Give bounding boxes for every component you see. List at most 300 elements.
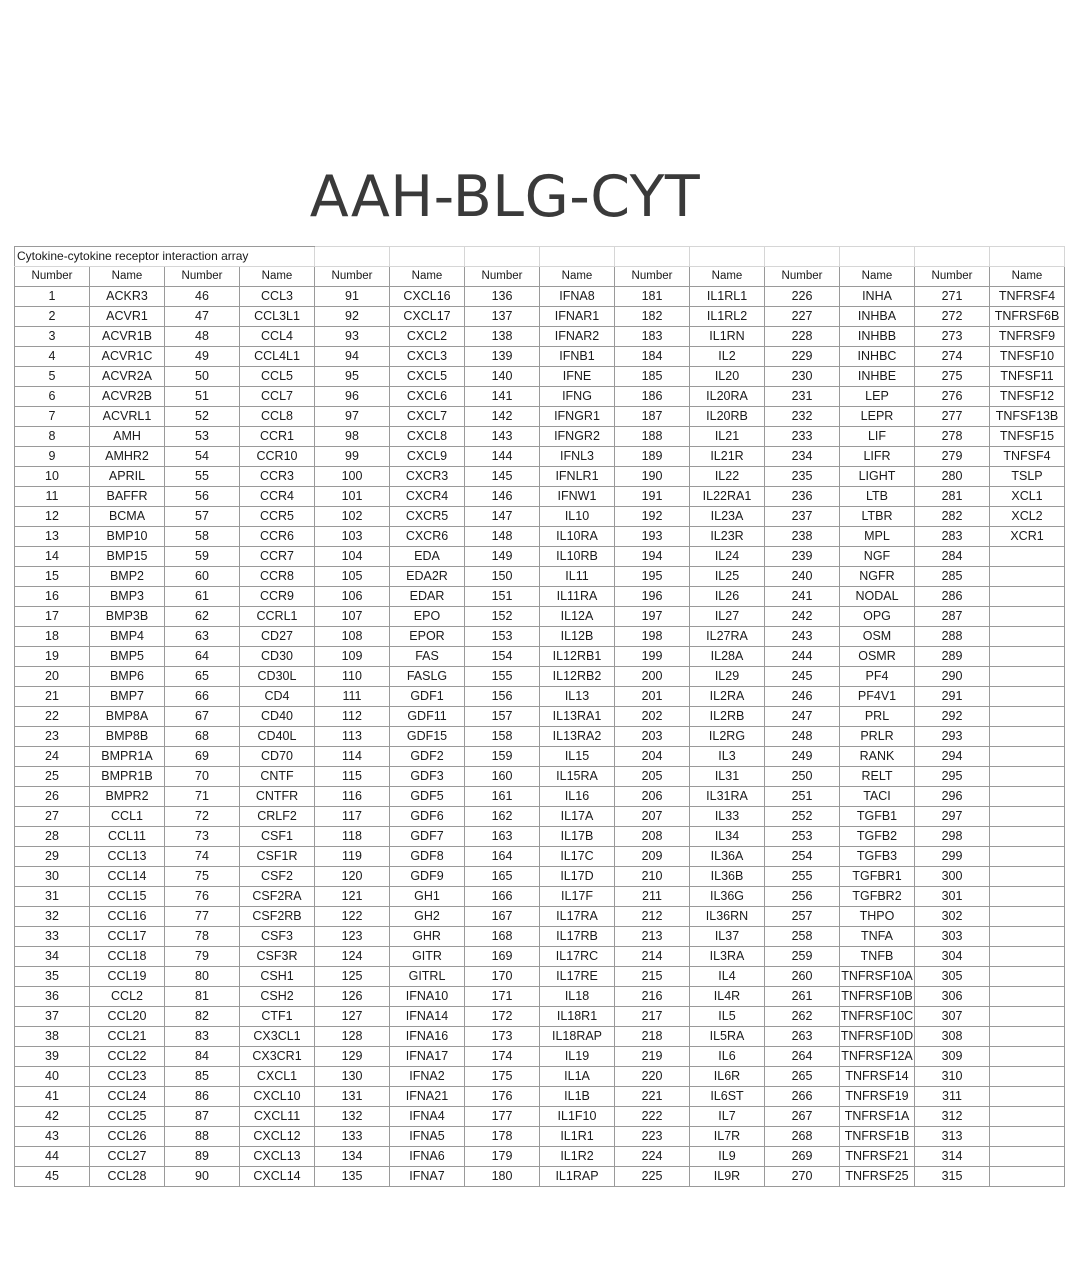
cell-name: EPO <box>390 607 465 627</box>
cell-name: IFNA5 <box>390 1127 465 1147</box>
cell-name: IL17RA <box>540 907 615 927</box>
cell-number: 40 <box>15 1067 90 1087</box>
cell-number: 249 <box>765 747 840 767</box>
cell-name: THPO <box>840 907 915 927</box>
cell-number: 67 <box>165 707 240 727</box>
cell-number: 259 <box>765 947 840 967</box>
cell-number: 227 <box>765 307 840 327</box>
cell-name <box>990 987 1065 1007</box>
cell-number: 310 <box>915 1067 990 1087</box>
cell-name: IL1B <box>540 1087 615 1107</box>
cell-number: 306 <box>915 987 990 1007</box>
cell-number: 54 <box>165 447 240 467</box>
cell-name: TNFRSF6B <box>990 307 1065 327</box>
cell-number: 53 <box>165 427 240 447</box>
cell-name: CCL18 <box>90 947 165 967</box>
cell-name: CD70 <box>240 747 315 767</box>
cell-name: CRLF2 <box>240 807 315 827</box>
table-row <box>15 567 1065 587</box>
cell-name: IL24 <box>690 547 765 567</box>
cell-name: OSM <box>840 627 915 647</box>
cell-name: TNFRSF12A <box>840 1047 915 1067</box>
cell-number: 237 <box>765 507 840 527</box>
cell-name <box>990 747 1065 767</box>
cell-name: IL13RA2 <box>540 727 615 747</box>
cell-name: CXCR6 <box>390 527 465 547</box>
cell-name <box>990 1027 1065 1047</box>
table-row <box>15 1147 1065 1167</box>
cell-number: 209 <box>615 847 690 867</box>
cell-number: 15 <box>15 567 90 587</box>
cell-name: IL7R <box>690 1127 765 1147</box>
cell-number: 4 <box>15 347 90 367</box>
table-row <box>15 747 1065 767</box>
cell-number: 187 <box>615 407 690 427</box>
cell-name: CCL8 <box>240 407 315 427</box>
cell-number: 90 <box>165 1167 240 1187</box>
cell-number: 88 <box>165 1127 240 1147</box>
table-row <box>15 867 1065 887</box>
table-row <box>15 387 1065 407</box>
cell-number: 159 <box>465 747 540 767</box>
cell-number: 42 <box>15 1107 90 1127</box>
cell-number: 179 <box>465 1147 540 1167</box>
cell-number: 29 <box>15 847 90 867</box>
column-header-name: Name <box>840 267 915 287</box>
table-row <box>15 367 1065 387</box>
cell-number: 24 <box>15 747 90 767</box>
column-header-number: Number <box>165 267 240 287</box>
cell-name: CXCL6 <box>390 387 465 407</box>
cell-name: IL17A <box>540 807 615 827</box>
cell-number: 236 <box>765 487 840 507</box>
cell-name: ACKR3 <box>90 287 165 307</box>
cell-number: 143 <box>465 427 540 447</box>
cell-name: BMP8B <box>90 727 165 747</box>
cell-name: CCL25 <box>90 1107 165 1127</box>
cell-name <box>990 787 1065 807</box>
cell-name: CD40 <box>240 707 315 727</box>
cell-name <box>990 927 1065 947</box>
cell-name: IL27RA <box>690 627 765 647</box>
cell-name: TACI <box>840 787 915 807</box>
cell-name: IL10RB <box>540 547 615 567</box>
cell-number: 125 <box>315 967 390 987</box>
cell-name: CCR1 <box>240 427 315 447</box>
cell-number: 173 <box>465 1027 540 1047</box>
column-header-name: Name <box>90 267 165 287</box>
cell-name: CNTFR <box>240 787 315 807</box>
cell-number: 151 <box>465 587 540 607</box>
cell-name: CXCL3 <box>390 347 465 367</box>
cell-name: IL2RB <box>690 707 765 727</box>
cell-name: CCL20 <box>90 1007 165 1027</box>
cell-name: GDF1 <box>390 687 465 707</box>
cell-name: CCL1 <box>90 807 165 827</box>
cell-number: 86 <box>165 1087 240 1107</box>
cell-number: 21 <box>15 687 90 707</box>
cell-name: EDAR <box>390 587 465 607</box>
table-row <box>15 527 1065 547</box>
cell-number: 293 <box>915 727 990 747</box>
cell-name: APRIL <box>90 467 165 487</box>
table-row <box>15 947 1065 967</box>
cell-name: IL7 <box>690 1107 765 1127</box>
cell-number: 250 <box>765 767 840 787</box>
cell-number: 217 <box>615 1007 690 1027</box>
cell-name: IL11 <box>540 567 615 587</box>
cell-number: 89 <box>165 1147 240 1167</box>
cell-number: 154 <box>465 647 540 667</box>
cell-number: 297 <box>915 807 990 827</box>
cell-name <box>990 1127 1065 1147</box>
cell-name: CCRL1 <box>240 607 315 627</box>
cell-number: 269 <box>765 1147 840 1167</box>
cell-number: 102 <box>315 507 390 527</box>
cell-name: IFNGR2 <box>540 427 615 447</box>
cell-name: CCL27 <box>90 1147 165 1167</box>
cell-name: TGFB2 <box>840 827 915 847</box>
cell-number: 176 <box>465 1087 540 1107</box>
cell-number: 202 <box>615 707 690 727</box>
cell-number: 113 <box>315 727 390 747</box>
cell-number: 191 <box>615 487 690 507</box>
cell-name: IFNA17 <box>390 1047 465 1067</box>
cell-number: 315 <box>915 1167 990 1187</box>
cell-name: TNFSF10 <box>990 347 1065 367</box>
cell-number: 190 <box>615 467 690 487</box>
cell-name: ACVR1C <box>90 347 165 367</box>
cell-name: TNFSF12 <box>990 387 1065 407</box>
table-row <box>15 967 1065 987</box>
cell-name: CCL13 <box>90 847 165 867</box>
cell-name: BMP15 <box>90 547 165 567</box>
cell-number: 39 <box>15 1047 90 1067</box>
cell-name: IFNAR2 <box>540 327 615 347</box>
cell-name: FAS <box>390 647 465 667</box>
cell-number: 253 <box>765 827 840 847</box>
cell-name: BMPR1A <box>90 747 165 767</box>
cell-name: ACVR2B <box>90 387 165 407</box>
cell-name: IL33 <box>690 807 765 827</box>
cell-name <box>990 567 1065 587</box>
cell-name: PRLR <box>840 727 915 747</box>
cell-name: TNFRSF1B <box>840 1127 915 1147</box>
cell-number: 11 <box>15 487 90 507</box>
cell-number: 38 <box>15 1027 90 1047</box>
cell-number: 104 <box>315 547 390 567</box>
cell-name: PF4V1 <box>840 687 915 707</box>
cell-number: 16 <box>15 587 90 607</box>
cell-name: IL1RAP <box>540 1167 615 1187</box>
cell-name: IL2RA <box>690 687 765 707</box>
cell-number: 201 <box>615 687 690 707</box>
cell-name: XCL1 <box>990 487 1065 507</box>
cell-number: 109 <box>315 647 390 667</box>
cell-number: 132 <box>315 1107 390 1127</box>
table-row <box>15 647 1065 667</box>
table-row <box>15 687 1065 707</box>
cell-name: IL5RA <box>690 1027 765 1047</box>
cell-number: 166 <box>465 887 540 907</box>
cell-name: IFNE <box>540 367 615 387</box>
cell-number: 188 <box>615 427 690 447</box>
cell-name: IL23A <box>690 507 765 527</box>
cell-number: 280 <box>915 467 990 487</box>
cell-name: CNTF <box>240 767 315 787</box>
table-row <box>15 727 1065 747</box>
cell-number: 255 <box>765 867 840 887</box>
cell-name: CSH1 <box>240 967 315 987</box>
cell-number: 161 <box>465 787 540 807</box>
cell-name: GDF7 <box>390 827 465 847</box>
cell-number: 23 <box>15 727 90 747</box>
cell-number: 47 <box>165 307 240 327</box>
cell-number: 74 <box>165 847 240 867</box>
cell-number: 101 <box>315 487 390 507</box>
cell-number: 301 <box>915 887 990 907</box>
cell-number: 296 <box>915 787 990 807</box>
cell-name <box>990 767 1065 787</box>
table-row <box>15 347 1065 367</box>
cell-number: 228 <box>765 327 840 347</box>
cytokine-array-table <box>14 246 1065 1187</box>
cell-number: 80 <box>165 967 240 987</box>
cell-name: IL1RL2 <box>690 307 765 327</box>
cell-number: 277 <box>915 407 990 427</box>
cell-name <box>990 1007 1065 1027</box>
cell-number: 70 <box>165 767 240 787</box>
cell-number: 153 <box>465 627 540 647</box>
cell-name: IL15RA <box>540 767 615 787</box>
cell-name: CSF2 <box>240 867 315 887</box>
cell-name: TNFRSF14 <box>840 1067 915 1087</box>
cell-name <box>990 867 1065 887</box>
cell-number: 2 <box>15 307 90 327</box>
cell-name <box>990 847 1065 867</box>
cell-name: LEP <box>840 387 915 407</box>
cell-name: IFNL3 <box>540 447 615 467</box>
cell-name: IL19 <box>540 1047 615 1067</box>
cell-number: 186 <box>615 387 690 407</box>
cell-name: IL1A <box>540 1067 615 1087</box>
cell-name: PF4 <box>840 667 915 687</box>
cell-number: 287 <box>915 607 990 627</box>
cell-number: 258 <box>765 927 840 947</box>
cell-number: 235 <box>765 467 840 487</box>
cell-number: 94 <box>315 347 390 367</box>
cell-number: 305 <box>915 967 990 987</box>
table-row <box>15 847 1065 867</box>
table-row <box>15 547 1065 567</box>
cell-number: 299 <box>915 847 990 867</box>
cell-number: 30 <box>15 867 90 887</box>
cell-name: TNFRSF21 <box>840 1147 915 1167</box>
cell-number: 98 <box>315 427 390 447</box>
cell-name: IL12B <box>540 627 615 647</box>
cell-number: 290 <box>915 667 990 687</box>
cell-number: 92 <box>315 307 390 327</box>
cell-number: 64 <box>165 647 240 667</box>
cell-name: IL6R <box>690 1067 765 1087</box>
cell-name: LEPR <box>840 407 915 427</box>
cell-number: 183 <box>615 327 690 347</box>
cell-number: 168 <box>465 927 540 947</box>
cell-name: GH1 <box>390 887 465 907</box>
cell-name: CCL17 <box>90 927 165 947</box>
cell-name: IL2 <box>690 347 765 367</box>
cell-number: 25 <box>15 767 90 787</box>
cell-name: RANK <box>840 747 915 767</box>
cell-name <box>990 1167 1065 1187</box>
cell-name: GDF15 <box>390 727 465 747</box>
cell-number: 303 <box>915 927 990 947</box>
cell-number: 20 <box>15 667 90 687</box>
cell-name: CCL3 <box>240 287 315 307</box>
cell-name: IL13RA1 <box>540 707 615 727</box>
cell-number: 112 <box>315 707 390 727</box>
cell-number: 302 <box>915 907 990 927</box>
cell-number: 172 <box>465 1007 540 1027</box>
cell-name: TGFB1 <box>840 807 915 827</box>
cell-number: 148 <box>465 527 540 547</box>
cell-name: BMP5 <box>90 647 165 667</box>
cell-number: 197 <box>615 607 690 627</box>
cell-number: 7 <box>15 407 90 427</box>
cell-name: CD27 <box>240 627 315 647</box>
cell-name: CTF1 <box>240 1007 315 1027</box>
cell-name <box>990 727 1065 747</box>
cell-number: 97 <box>315 407 390 427</box>
cell-name: GDF5 <box>390 787 465 807</box>
cell-name: TNFRSF10D <box>840 1027 915 1047</box>
cell-number: 117 <box>315 807 390 827</box>
cell-number: 177 <box>465 1107 540 1127</box>
cell-number: 212 <box>615 907 690 927</box>
cell-name: IL15 <box>540 747 615 767</box>
cell-name: IL10RA <box>540 527 615 547</box>
cell-number: 35 <box>15 967 90 987</box>
cell-name: IL17D <box>540 867 615 887</box>
cell-name: IFNAR1 <box>540 307 615 327</box>
cell-name: CD40L <box>240 727 315 747</box>
cell-name: IL12A <box>540 607 615 627</box>
cell-name: CSF2RB <box>240 907 315 927</box>
cell-name: IL1F10 <box>540 1107 615 1127</box>
table-row <box>15 987 1065 1007</box>
cell-number: 31 <box>15 887 90 907</box>
cell-number: 311 <box>915 1087 990 1107</box>
cell-number: 57 <box>165 507 240 527</box>
cell-name: TNFRSF10B <box>840 987 915 1007</box>
cell-number: 206 <box>615 787 690 807</box>
cell-number: 87 <box>165 1107 240 1127</box>
cell-number: 13 <box>15 527 90 547</box>
cell-number: 32 <box>15 907 90 927</box>
cell-name: IL18R1 <box>540 1007 615 1027</box>
cell-number: 314 <box>915 1147 990 1167</box>
cell-number: 278 <box>915 427 990 447</box>
cell-name: CXCL16 <box>390 287 465 307</box>
cell-name: IL13 <box>540 687 615 707</box>
cell-name: IL29 <box>690 667 765 687</box>
table-row <box>15 487 1065 507</box>
cell-name: IL17B <box>540 827 615 847</box>
cell-number: 49 <box>165 347 240 367</box>
cell-name: IL3RA <box>690 947 765 967</box>
cell-number: 192 <box>615 507 690 527</box>
cell-name: OPG <box>840 607 915 627</box>
cell-name: IL5 <box>690 1007 765 1027</box>
cell-name <box>990 827 1065 847</box>
cell-name: EDA <box>390 547 465 567</box>
cell-name: IL4R <box>690 987 765 1007</box>
cell-name: IL36B <box>690 867 765 887</box>
cell-name <box>990 1047 1065 1067</box>
cell-number: 286 <box>915 587 990 607</box>
cell-name: GDF9 <box>390 867 465 887</box>
cell-number: 93 <box>315 327 390 347</box>
cell-number: 60 <box>165 567 240 587</box>
cell-number: 140 <box>465 367 540 387</box>
cell-name: IL23R <box>690 527 765 547</box>
column-header-number: Number <box>765 267 840 287</box>
cell-name: EPOR <box>390 627 465 647</box>
cell-number: 108 <box>315 627 390 647</box>
cell-number: 127 <box>315 1007 390 1027</box>
cell-name: IFNA14 <box>390 1007 465 1027</box>
cell-number: 162 <box>465 807 540 827</box>
cell-name: CSF1R <box>240 847 315 867</box>
cell-name: BMP7 <box>90 687 165 707</box>
cell-number: 199 <box>615 647 690 667</box>
cell-name: TNFSF13B <box>990 407 1065 427</box>
cell-name: CX3CR1 <box>240 1047 315 1067</box>
cell-number: 58 <box>165 527 240 547</box>
cell-name: CCR4 <box>240 487 315 507</box>
cell-number: 110 <box>315 667 390 687</box>
cell-name: CD30 <box>240 647 315 667</box>
cell-name: IL21R <box>690 447 765 467</box>
cell-name: IL17RE <box>540 967 615 987</box>
cell-name: CCR8 <box>240 567 315 587</box>
cell-name: TSLP <box>990 467 1065 487</box>
cell-name: IL6 <box>690 1047 765 1067</box>
cell-number: 281 <box>915 487 990 507</box>
cell-name: BMP3B <box>90 607 165 627</box>
cell-number: 272 <box>915 307 990 327</box>
column-header-name: Name <box>240 267 315 287</box>
column-header-number: Number <box>615 267 690 287</box>
cell-name: CXCL9 <box>390 447 465 467</box>
cell-name: BCMA <box>90 507 165 527</box>
cell-number: 61 <box>165 587 240 607</box>
cell-number: 264 <box>765 1047 840 1067</box>
cell-number: 50 <box>165 367 240 387</box>
cell-name: IFNA2 <box>390 1067 465 1087</box>
cell-name: CCR5 <box>240 507 315 527</box>
cell-name: CCL2 <box>90 987 165 1007</box>
cell-name <box>990 647 1065 667</box>
cell-number: 46 <box>165 287 240 307</box>
cell-name: CXCL14 <box>240 1167 315 1187</box>
cell-number: 75 <box>165 867 240 887</box>
cell-name: PRL <box>840 707 915 727</box>
cell-number: 83 <box>165 1027 240 1047</box>
cell-number: 170 <box>465 967 540 987</box>
cell-name: GH2 <box>390 907 465 927</box>
cell-number: 307 <box>915 1007 990 1027</box>
